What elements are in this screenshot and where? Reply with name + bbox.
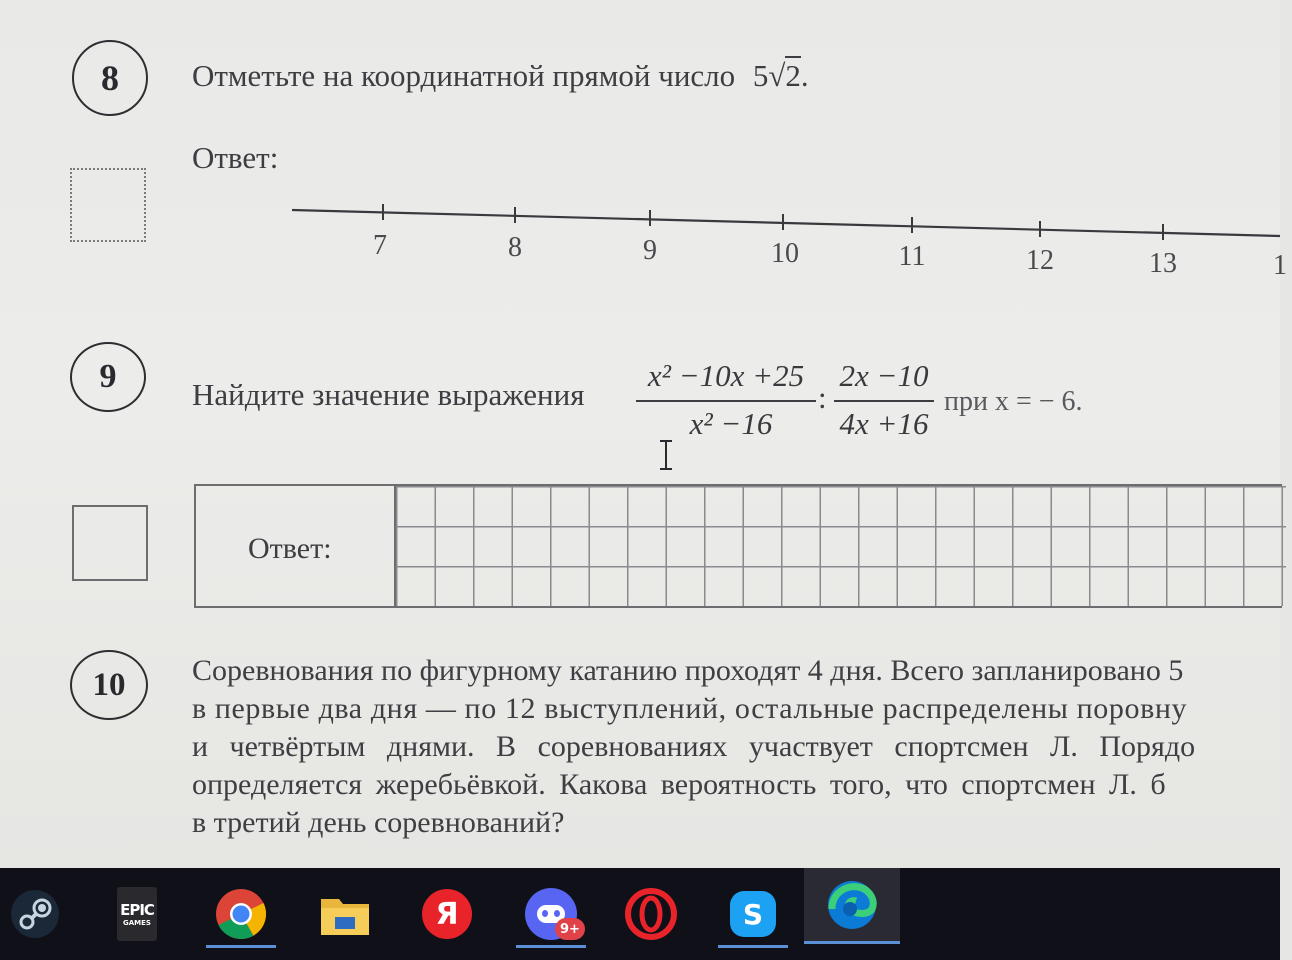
q9-frac2-denominator: 4x +16 — [839, 406, 929, 441]
taskbar-steam[interactable] — [0, 882, 70, 946]
tick-label-10: 10 — [771, 238, 799, 269]
q9-frac2-bar — [834, 400, 934, 402]
epic-label: EPIC — [120, 901, 154, 919]
answer-grid[interactable] — [394, 486, 1286, 606]
q8-expr-radical: √ — [768, 58, 786, 93]
question-9-prompt: Найдите значение выражения — [192, 377, 585, 412]
q9-operator: : — [818, 380, 827, 415]
q9-frac2-numerator: 2x −10 — [839, 358, 929, 393]
tick-label-7: 7 — [373, 230, 387, 261]
tick-label-9: 9 — [643, 235, 657, 266]
taskbar-edge[interactable] — [804, 868, 900, 942]
q9-fraction-1 — [636, 356, 816, 446]
chrome-active-indicator — [206, 945, 276, 948]
q8-expr-end: . — [800, 58, 809, 93]
question-10-line-2: в первые два дня — по 12 выступлений, остальные распределены поровну — [192, 692, 1188, 725]
tick-label-13: 13 — [1149, 248, 1177, 279]
taskbar-skype[interactable] — [718, 882, 788, 946]
skype-active-indicator — [718, 945, 788, 948]
yandex-label: Я — [435, 896, 459, 932]
epic-sublabel: GAMES — [123, 919, 151, 927]
discord-icon — [525, 888, 580, 940]
question-10-line-4: определяется жеребьёвкой. Какова вероятность того, что спортсмен Л. б — [192, 768, 1166, 801]
skype-label: S — [742, 897, 764, 931]
question-8-prompt — [192, 58, 809, 94]
discord-active-indicator — [516, 945, 586, 948]
folder-icon — [319, 891, 371, 937]
windows-taskbar — [0, 868, 1280, 960]
q8-expr-radicand: 2 — [785, 58, 801, 93]
q9-frac1-bar — [636, 400, 816, 402]
tick-label-8: 8 — [508, 232, 522, 263]
q9-condition: при x = − 6. — [944, 386, 1083, 417]
opera-icon — [625, 888, 677, 940]
epic-games-icon — [117, 887, 157, 941]
q9-fraction-2 — [834, 356, 934, 446]
taskbar-opera[interactable] — [616, 882, 686, 946]
taskbar-file-explorer[interactable] — [310, 882, 380, 946]
edge-icon — [826, 879, 878, 931]
taskbar-yandex[interactable] — [412, 882, 482, 946]
q9-frac1-denominator: x² −16 — [689, 406, 773, 441]
edge-active-indicator — [804, 941, 900, 944]
question-8-answer-label: Ответ: — [192, 140, 279, 175]
question-9-answer-area — [194, 484, 1282, 608]
discord-notification-badge: 9+ — [555, 918, 585, 940]
tick-label-partial: 1 — [1273, 250, 1287, 281]
steam-icon — [9, 888, 61, 940]
question-10-number: 10 — [70, 650, 148, 720]
question-10-line-1: Соревнования по фигурному катанию проходят 4 дня. Всего запланировано 5 — [192, 654, 1184, 687]
q8-prompt-text: Отметьте на координатной прямой число — [192, 58, 736, 93]
tick-label-11: 11 — [898, 241, 926, 272]
taskbar-epic-games[interactable] — [102, 882, 172, 946]
question-10-line-3: и четвёртым днями. В соревнованиях участвует спортсмен Л. Порядо — [192, 730, 1196, 763]
q8-expr-coef: 5 — [752, 58, 769, 93]
question-9-answer-label: Ответ: — [248, 532, 332, 565]
chrome-icon — [214, 887, 268, 941]
question-9-number: 9 — [70, 342, 146, 412]
question-8-number: 8 — [72, 40, 148, 116]
tick-label-12: 12 — [1026, 245, 1054, 276]
question-9-mark-box — [72, 505, 148, 581]
taskbar-discord[interactable] — [516, 882, 586, 946]
text-cursor-icon — [660, 440, 672, 470]
yandex-icon — [422, 889, 472, 939]
q9-frac1-numerator: x² −10x +25 — [647, 358, 805, 393]
taskbar-chrome[interactable] — [206, 882, 276, 946]
question-10-line-5: в третий день соревнований? — [192, 806, 565, 839]
skype-icon — [730, 891, 776, 937]
